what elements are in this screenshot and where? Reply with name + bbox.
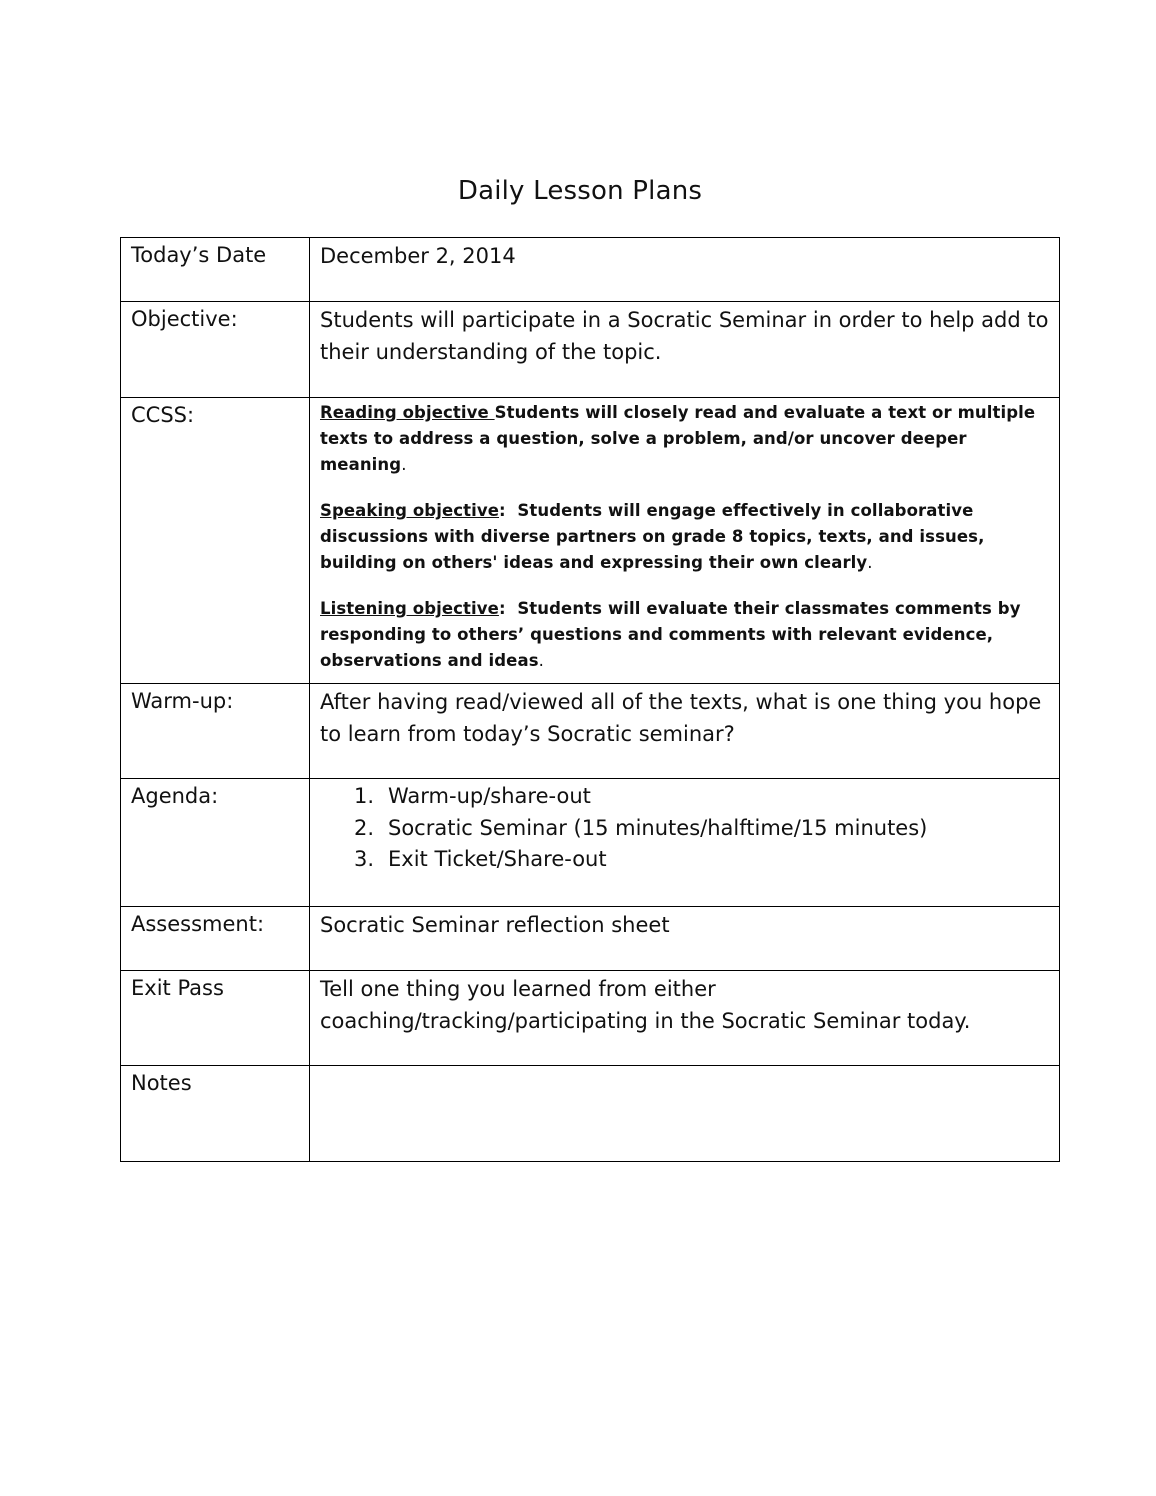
listening-objective: Listening objective: Students will evaluate their classmates comments by responding to others’ questions and comments with relevant evidence, observations and ideas.: [320, 599, 1021, 670]
row-objective: [121, 302, 1060, 398]
row-assessment: [121, 907, 1060, 971]
warmup-value: After having read/viewed all of the texts, what is one thing you hope to learn from today’s Socratic seminar?: [310, 684, 1060, 779]
date-value: December 2, 2014: [310, 238, 1060, 302]
agenda-label: Agenda:: [121, 779, 310, 907]
page-title: Daily Lesson Plans: [457, 176, 703, 206]
speaking-objective-heading: Speaking objective: [320, 501, 500, 520]
agenda-content: [310, 779, 1060, 907]
ccss-label: CCSS:: [121, 398, 310, 684]
row-agenda: [121, 779, 1060, 907]
notes-value: [310, 1066, 1060, 1162]
row-ccss: [121, 398, 1060, 684]
agenda-item: Warm-up/share-out: [388, 784, 591, 808]
row-notes: [121, 1066, 1060, 1162]
warmup-label: Warm-up:: [121, 684, 310, 779]
exit-pass-value: [310, 971, 1060, 1066]
objective-value: Students will participate in a Socratic Seminar in order to help add to their understanding of the topic.: [310, 302, 1060, 398]
lesson-plan-table: [120, 237, 1060, 1162]
speaking-objective: Speaking objective: Students will engage effectively in collaborative discussions with diverse partners on grade 8 topics, texts, and issues, building on others' ideas and expressing their own clearly.: [320, 501, 985, 572]
reading-objective-text: Students will closely read and evaluate a text or multiple texts to address a question, solve a problem, and/or uncover deeper meaning: [320, 403, 1036, 474]
assessment-label: Assessment:: [121, 907, 310, 971]
objective-label: Objective:: [121, 302, 310, 398]
date-label: Today’s Date: [121, 238, 310, 302]
agenda-item: Exit Ticket/Share-out: [388, 847, 607, 871]
ccss-content: [310, 398, 1060, 684]
listening-objective-heading: Listening objective: [320, 599, 499, 618]
row-warmup: [121, 684, 1060, 779]
exit-pass-label: Exit Pass: [121, 971, 310, 1066]
exit-pass-line-2: coaching/tracking/participating in the Socratic Seminar today.: [320, 1009, 971, 1033]
assessment-value: Socratic Seminar reflection sheet: [310, 907, 1060, 971]
row-exit-pass: [121, 971, 1060, 1066]
notes-label: Notes: [121, 1066, 310, 1162]
exit-pass-line-1: Tell one thing you learned from either: [320, 977, 716, 1001]
speaking-objective-text: Students will engage effectively in collaborative discussions with diverse partners on grade 8 topics, texts, and issues, building on others' ideas and expressing their own clearly: [320, 501, 985, 572]
row-date: [121, 238, 1060, 302]
agenda-list: [320, 781, 1049, 876]
listening-objective-text: Students will evaluate their classmates comments by responding to others’ questions and comments with relevant evidence, observations and ideas: [320, 599, 1021, 670]
agenda-item: Socratic Seminar (15 minutes/halftime/15 minutes): [388, 815, 928, 840]
reading-objective: Reading objective Students will closely read and evaluate a text or multiple texts to address a question, solve a problem, and/or uncover deeper meaning.: [320, 403, 1036, 474]
reading-objective-heading: Reading objective: [320, 403, 495, 422]
